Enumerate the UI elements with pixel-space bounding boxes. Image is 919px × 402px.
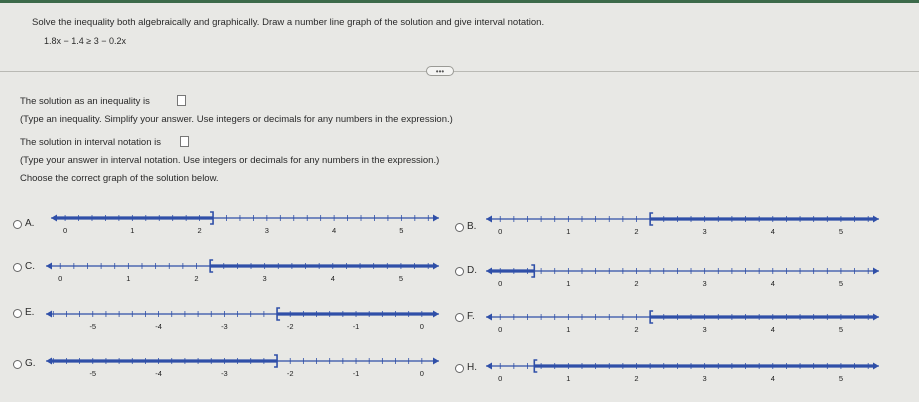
option-d-radio[interactable] (455, 267, 464, 276)
tick-label: 5 (399, 226, 404, 235)
option-e-letter: E. (25, 307, 35, 318)
tick-label: 1 (126, 274, 131, 283)
axis-arrow-left (486, 363, 492, 370)
tick-label: 5 (838, 325, 844, 334)
axis-arrow-left (46, 263, 52, 270)
tick-label: -4 (155, 369, 162, 378)
section-divider (0, 71, 919, 72)
option-a-radio[interactable] (13, 220, 22, 229)
tick-label: 3 (702, 227, 707, 236)
tick-label: -3 (221, 369, 228, 378)
option-f-radio[interactable] (455, 313, 464, 322)
tick-label: 2 (194, 274, 199, 283)
option-b-radio[interactable] (455, 223, 464, 232)
part1-prompt: The solution as an inequality is (20, 96, 150, 107)
tick-label: 3 (264, 226, 269, 235)
part2-prompt: The solution in interval notation is (20, 137, 161, 148)
option-c-letter: C. (25, 261, 35, 272)
option-g-number-line (40, 352, 445, 384)
interval-answer-box[interactable] (180, 136, 189, 147)
tick-label: -5 (89, 369, 97, 378)
tick-label: 2 (197, 226, 202, 235)
option-g-radio[interactable] (13, 360, 22, 369)
tick-label: -1 (352, 322, 360, 331)
option-g-letter: G. (25, 358, 36, 369)
part2-hint: (Type your answer in interval notation. Use integers or decimals for any numbers in the expression.) (20, 155, 440, 166)
tick-label: 2 (634, 325, 639, 334)
tick-label: 5 (838, 279, 844, 288)
inequality-answer-box[interactable] (177, 95, 186, 106)
option-b-letter: B. (467, 221, 477, 232)
part1-hint: (Type an inequality. Simplify your answer. Use integers or decimals for any numbers in the expression.) (20, 114, 453, 125)
tick-label: 5 (838, 227, 844, 236)
option-f-letter: F. (467, 311, 475, 322)
axis-arrow-left (486, 216, 492, 223)
tick-label: -3 (221, 322, 228, 331)
option-h-letter: H. (467, 362, 477, 373)
option-c-number-line (40, 257, 445, 289)
option-h-number-line (480, 357, 885, 389)
tick-label: 0 (63, 226, 68, 235)
axis-arrow-left (46, 311, 52, 318)
tick-label: 5 (398, 274, 404, 283)
option-h-radio[interactable] (455, 364, 464, 373)
question-instruction: Solve the inequality both algebraically and graphically. Draw a number line graph of the solution and give interval notation. (32, 17, 545, 28)
option-e-number-line (40, 305, 445, 337)
tick-label: 2 (634, 227, 639, 236)
tick-label: 4 (770, 374, 775, 383)
axis-arrow-right (433, 358, 439, 365)
axis-arrow-right (433, 215, 439, 222)
tick-label: 4 (770, 279, 775, 288)
tick-label: 1 (566, 227, 571, 236)
axis-arrow-left (486, 314, 492, 321)
tick-label: 4 (330, 274, 335, 283)
tick-label: 0 (58, 274, 63, 283)
tick-label: 4 (770, 325, 775, 334)
tick-label: -5 (89, 322, 97, 331)
top-accent-bar (0, 0, 919, 3)
option-a-number-line (45, 209, 445, 241)
option-a-letter: A. (25, 218, 35, 229)
option-d-number-line (480, 262, 885, 294)
option-d-letter: D. (467, 265, 477, 276)
tick-label: 1 (566, 279, 571, 288)
tick-label: 4 (770, 227, 775, 236)
tick-label: -2 (286, 369, 294, 378)
axis-arrow-right (873, 268, 879, 275)
tick-label: 4 (332, 226, 337, 235)
more-options-button[interactable]: ••• (426, 66, 454, 76)
option-e-radio[interactable] (13, 309, 22, 318)
option-c-radio[interactable] (13, 263, 22, 272)
tick-label: 0 (419, 369, 424, 378)
tick-label: 0 (419, 322, 424, 331)
tick-label: 1 (130, 226, 135, 235)
tick-label: 0 (498, 374, 503, 383)
tick-label: 1 (566, 374, 571, 383)
tick-label: 0 (498, 279, 503, 288)
tick-label: 0 (498, 227, 503, 236)
tick-label: 3 (262, 274, 267, 283)
tick-label: 3 (702, 279, 707, 288)
tick-label: 5 (838, 374, 844, 383)
tick-label: 1 (566, 325, 571, 334)
option-f-number-line (480, 308, 885, 342)
tick-label: 2 (634, 279, 639, 288)
option-b-number-line (480, 210, 885, 242)
tick-label: 3 (702, 374, 707, 383)
tick-label: 3 (702, 325, 707, 334)
tick-label: -2 (286, 322, 294, 331)
tick-label: -4 (155, 322, 162, 331)
part3-prompt: Choose the correct graph of the solution below. (20, 173, 219, 184)
tick-label: 2 (634, 374, 639, 383)
tick-label: -1 (352, 369, 360, 378)
inequality-expression: 1.8x − 1.4 ≥ 3 − 0.2x (44, 36, 126, 46)
tick-label: 0 (498, 325, 503, 334)
